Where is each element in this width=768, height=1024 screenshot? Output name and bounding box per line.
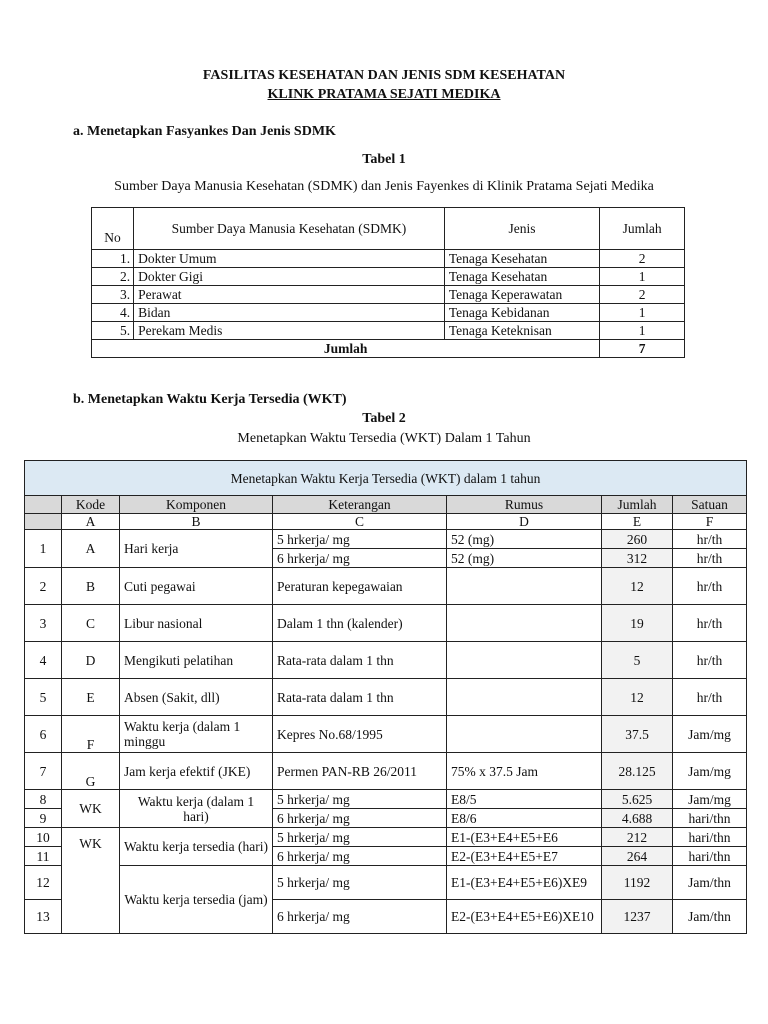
- cell-rumus: E2-(E3+E4+E5+E6)XE10: [447, 900, 602, 934]
- cell-no: 2: [25, 568, 62, 605]
- cell-jumlah: 1: [600, 304, 685, 322]
- total-value: 7: [600, 340, 685, 358]
- cell-kode: A: [62, 530, 120, 568]
- cell-no: 5.: [92, 322, 134, 340]
- cell-sdmk: Bidan: [134, 304, 445, 322]
- cell-keterangan: 6 hrkerja/ mg: [273, 847, 447, 866]
- cell-no: 3.: [92, 286, 134, 304]
- tabel2-label: Tabel 2: [362, 411, 406, 426]
- cell-no: 12: [25, 866, 62, 900]
- cell-keterangan: 5 hrkerja/ mg: [273, 530, 447, 549]
- section-b-heading: b. Menetapkan Waktu Kerja Tersedia (WKT): [73, 392, 347, 407]
- cell-kode: B: [62, 568, 120, 605]
- tabel1-header-sdmk: Sumber Daya Manusia Kesehatan (SDMK): [134, 208, 445, 250]
- cell-keterangan: 6 hrkerja/ mg: [273, 809, 447, 828]
- letter-b: B: [120, 514, 273, 530]
- cell-kode: E: [62, 679, 120, 716]
- cell-sdmk: Perawat: [134, 286, 445, 304]
- cell-komponen: Libur nasional: [120, 605, 273, 642]
- tabel2-caption-row: [25, 461, 747, 496]
- table-row: [25, 530, 747, 549]
- cell-keterangan: Permen PAN-RB 26/2011: [273, 753, 447, 790]
- cell-jumlah: 260: [602, 530, 673, 549]
- table-row: [25, 679, 747, 716]
- header-blank: [25, 496, 62, 514]
- cell-keterangan: 6 hrkerja/ mg: [273, 549, 447, 568]
- section-a-heading: a. Menetapkan Fasyankes Dan Jenis SDMK: [73, 124, 336, 139]
- cell-satuan: hr/th: [673, 530, 747, 549]
- cell-no: 4.: [92, 304, 134, 322]
- cell-satuan: Jam/mg: [673, 790, 747, 809]
- tabel2-letter-row: [25, 514, 747, 530]
- tabel2-caption: Menetapkan Waktu Tersedia (WKT) Dalam 1 Tahun: [237, 431, 531, 446]
- cell-jumlah: 264: [602, 847, 673, 866]
- cell-komponen: Mengikuti pelatihan: [120, 642, 273, 679]
- cell-komponen: Waktu kerja (dalam 1 hari): [120, 790, 273, 828]
- cell-keterangan: 5 hrkerja/ mg: [273, 828, 447, 847]
- tabel1-label: Tabel 1: [362, 152, 406, 167]
- doc-title: FASILITAS KESEHATAN DAN JENIS SDM KESEHATAN: [202, 68, 566, 83]
- cell-jumlah: 212: [602, 828, 673, 847]
- cell-no: 4: [25, 642, 62, 679]
- cell-jumlah: 5: [602, 642, 673, 679]
- cell-rumus: E1-(E3+E4+E5+E6)XE9: [447, 866, 602, 900]
- table-row: [25, 828, 747, 847]
- table-row: [92, 322, 685, 340]
- cell-jumlah: 37.5: [602, 716, 673, 753]
- cell-satuan: Jam/mg: [673, 753, 747, 790]
- cell-satuan: Jam/thn: [673, 866, 747, 900]
- cell-satuan: Jam/thn: [673, 900, 747, 934]
- cell-no: 6: [25, 716, 62, 753]
- cell-jumlah: 12: [602, 568, 673, 605]
- cell-no: 11: [25, 847, 62, 866]
- cell-komponen: Absen (Sakit, dll): [120, 679, 273, 716]
- cell-rumus: E2-(E3+E4+E5+E7: [447, 847, 602, 866]
- cell-rumus: 52 (mg): [447, 530, 602, 549]
- cell-kode: G: [62, 753, 120, 790]
- cell-kode: C: [62, 605, 120, 642]
- cell-jumlah: 2: [600, 286, 685, 304]
- cell-rumus: [447, 642, 602, 679]
- cell-no: 1: [25, 530, 62, 568]
- cell-rumus: [447, 605, 602, 642]
- cell-jumlah: 1237: [602, 900, 673, 934]
- cell-keterangan: 5 hrkerja/ mg: [273, 866, 447, 900]
- table-row: [25, 790, 747, 809]
- table-row: [25, 753, 747, 790]
- cell-no: 8: [25, 790, 62, 809]
- cell-keterangan: Dalam 1 thn (kalender): [273, 605, 447, 642]
- cell-no: 1.: [92, 250, 134, 268]
- cell-satuan: hr/th: [673, 549, 747, 568]
- tabel1: [91, 207, 685, 358]
- tabel1-header-jumlah: Jumlah: [600, 208, 685, 250]
- cell-rumus: E8/5: [447, 790, 602, 809]
- cell-jumlah: 4.688: [602, 809, 673, 828]
- tabel1-caption: Sumber Daya Manusia Kesehatan (SDMK) dan Jenis Fayenkes di Klinik Pratama Sejati Medika: [114, 179, 654, 194]
- cell-satuan: Jam/mg: [673, 716, 747, 753]
- cell-no: 13: [25, 900, 62, 934]
- letter-c: C: [273, 514, 447, 530]
- tabel1-total-row: [92, 340, 685, 358]
- cell-satuan: hr/th: [673, 568, 747, 605]
- cell-komponen: Hari kerja: [120, 530, 273, 568]
- cell-komponen: Waktu kerja (dalam 1 minggu: [120, 716, 273, 753]
- header-keterangan: Keterangan: [273, 496, 447, 514]
- cell-rumus: 52 (mg): [447, 549, 602, 568]
- cell-no: 3: [25, 605, 62, 642]
- header-rumus: Rumus: [447, 496, 602, 514]
- cell-komponen: Cuti pegawai: [120, 568, 273, 605]
- cell-rumus: 75% x 37.5 Jam: [447, 753, 602, 790]
- tabel2-caption-cell: Menetapkan Waktu Kerja Tersedia (WKT) dalam 1 tahun: [25, 461, 747, 496]
- cell-jenis: Tenaga Keperawatan: [444, 286, 599, 304]
- cell-keterangan: Kepres No.68/1995: [273, 716, 447, 753]
- letter-a: A: [62, 514, 120, 530]
- cell-kode: D: [62, 642, 120, 679]
- table-row: [92, 304, 685, 322]
- letter-d: D: [447, 514, 602, 530]
- table-row: [25, 866, 747, 900]
- cell-rumus: [447, 679, 602, 716]
- cell-jumlah: 1192: [602, 866, 673, 900]
- header-komponen: Komponen: [120, 496, 273, 514]
- cell-kode: F: [62, 716, 120, 753]
- cell-no: 9: [25, 809, 62, 828]
- table-row: [92, 250, 685, 268]
- cell-satuan: hari/thn: [673, 809, 747, 828]
- tabel1-header-row: [92, 208, 685, 250]
- cell-keterangan: Rata-rata dalam 1 thn: [273, 642, 447, 679]
- cell-jenis: Tenaga Kesehatan: [444, 250, 599, 268]
- cell-keterangan: Peraturan kepegawaian: [273, 568, 447, 605]
- cell-sdmk: Dokter Gigi: [134, 268, 445, 286]
- header-satuan: Satuan: [673, 496, 747, 514]
- doc-subtitle: KLINK PRATAMA SEJATI MEDIKA: [267, 87, 501, 102]
- cell-kode: WK: [62, 828, 120, 934]
- cell-keterangan: 5 hrkerja/ mg: [273, 790, 447, 809]
- cell-sdmk: Perekam Medis: [134, 322, 445, 340]
- cell-no: 7: [25, 753, 62, 790]
- cell-jumlah: 312: [602, 549, 673, 568]
- letter-e: E: [602, 514, 673, 530]
- cell-sdmk: Dokter Umum: [134, 250, 445, 268]
- cell-komponen: Waktu kerja tersedia (hari): [120, 828, 273, 866]
- cell-rumus: E8/6: [447, 809, 602, 828]
- cell-satuan: hr/th: [673, 642, 747, 679]
- cell-jumlah: 12: [602, 679, 673, 716]
- cell-keterangan: Rata-rata dalam 1 thn: [273, 679, 447, 716]
- total-label: Jumlah: [92, 340, 600, 358]
- table-row: [92, 286, 685, 304]
- cell-jenis: Tenaga Keteknisan: [444, 322, 599, 340]
- cell-jumlah: 1: [600, 268, 685, 286]
- cell-jenis: Tenaga Kesehatan: [444, 268, 599, 286]
- cell-rumus: [447, 716, 602, 753]
- table-row: [25, 716, 747, 753]
- cell-jumlah: 19: [602, 605, 673, 642]
- tabel2-header-row: [25, 496, 747, 514]
- cell-keterangan: 6 hrkerja/ mg: [273, 900, 447, 934]
- table-row: [25, 642, 747, 679]
- cell-komponen: Waktu kerja tersedia (jam): [120, 866, 273, 934]
- cell-satuan: hr/th: [673, 605, 747, 642]
- cell-jumlah: 1: [600, 322, 685, 340]
- cell-no: 2.: [92, 268, 134, 286]
- header-kode: Kode: [62, 496, 120, 514]
- cell-komponen: Jam kerja efektif (JKE): [120, 753, 273, 790]
- cell-satuan: hari/thn: [673, 847, 747, 866]
- tabel2: [24, 460, 747, 934]
- cell-jumlah: 28.125: [602, 753, 673, 790]
- tabel1-header-no: No: [92, 208, 134, 250]
- tabel1-header-jenis: Jenis: [444, 208, 599, 250]
- cell-kode: WK: [62, 790, 120, 828]
- cell-jumlah: 5.625: [602, 790, 673, 809]
- cell-jenis: Tenaga Kebidanan: [444, 304, 599, 322]
- table-row: [92, 268, 685, 286]
- table-row: [25, 568, 747, 605]
- letter-blank: [25, 514, 62, 530]
- letter-f: F: [673, 514, 747, 530]
- cell-satuan: hari/thn: [673, 828, 747, 847]
- cell-no: 5: [25, 679, 62, 716]
- cell-satuan: hr/th: [673, 679, 747, 716]
- cell-rumus: E1-(E3+E4+E5+E6: [447, 828, 602, 847]
- cell-rumus: [447, 568, 602, 605]
- header-jumlah: Jumlah: [602, 496, 673, 514]
- table-row: [25, 605, 747, 642]
- cell-jumlah: 2: [600, 250, 685, 268]
- cell-no: 10: [25, 828, 62, 847]
